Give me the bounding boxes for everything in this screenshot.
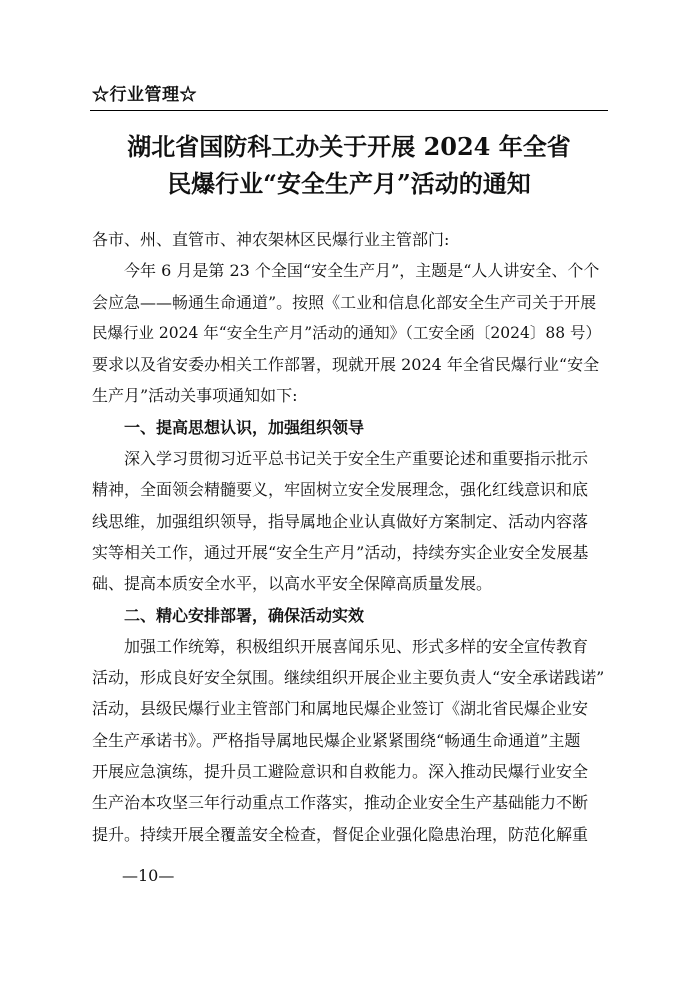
title-line-1: 湖北省国防科工办关于开展 2024 年全省 [127, 132, 571, 161]
paragraph-line: 线思维，加强组织领导，指导属地企业认真做好方案制定、活动内容落 [92, 511, 589, 531]
page-number: —10— [122, 866, 175, 885]
section-heading-1: 一、提高思想认识，加强组织领导 [124, 417, 365, 437]
header-rule [90, 110, 608, 111]
paragraph-line: 全生产承诺书》。严格指导属地民爆企业紧紧围绕“畅通生命通道”主题 [92, 730, 581, 750]
document-body [92, 224, 612, 850]
paragraph-line: 民爆行业 2024 年“安全生产月”活动的通知》（工安全函〔2024〕88 号） [92, 323, 601, 342]
section-heading-2: 二、精心安排部署，确保活动实效 [124, 605, 365, 625]
paragraph-line: 精神，全面领会精髓要义，牢固树立安全发展理念，强化红线意识和底 [92, 480, 589, 500]
paragraph-line: 今年 6 月是第 23 个全国“安全生产月”，主题是“人人讲安全、个个 [124, 261, 600, 281]
salutation: 各市、州、直管市、神农架林区民爆行业主管部门: [92, 230, 450, 249]
paragraph-line: 础、提高本质安全水平，以高水平安全保障高质量发展。 [92, 574, 493, 594]
document-title [90, 128, 608, 202]
paragraph-line: 要求以及省安委办相关工作部署，现就开展 2024 年全省民爆行业“安全 [92, 355, 600, 375]
paragraph-line: 会应急——畅通生命通道”。按照《工业和信息化部安全生产司关于开展 [92, 292, 597, 312]
paragraph-line: 深入学习贯彻习近平总书记关于安全生产重要论述和重要指示批示 [124, 449, 589, 469]
paragraph-line: 实等相关工作，通过开展“安全生产月”活动，持续夯实企业安全发展基 [92, 542, 589, 562]
paragraph-line: 生产月”活动关事项通知如下: [92, 386, 298, 406]
paragraph-line: 生产治本攻坚三年行动重点工作落实，推动企业安全生产基础能力不断 [92, 793, 589, 813]
section-tag: ☆行业管理☆ [92, 85, 197, 105]
paragraph-line: 开展应急演练，提升员工避险意识和自救能力。深入推动民爆行业安全 [92, 762, 589, 782]
paragraph-line: 加强工作统筹，积极组织开展喜闻乐见、形式多样的安全宣传教育 [124, 636, 589, 656]
paragraph-line: 提升。持续开展全覆盖安全检查，督促企业强化隐患治理，防范化解重 [92, 824, 589, 844]
paragraph-line: 活动，县级民爆行业主管部门和属地民爆企业签订《湖北省民爆企业安 [92, 699, 589, 719]
title-line-2: 民爆行业“安全生产月”活动的通知 [167, 169, 531, 198]
paragraph-line: 活动，形成良好安全氛围。继续组织开展企业主要负责人“安全承诺践诺” [92, 668, 605, 688]
